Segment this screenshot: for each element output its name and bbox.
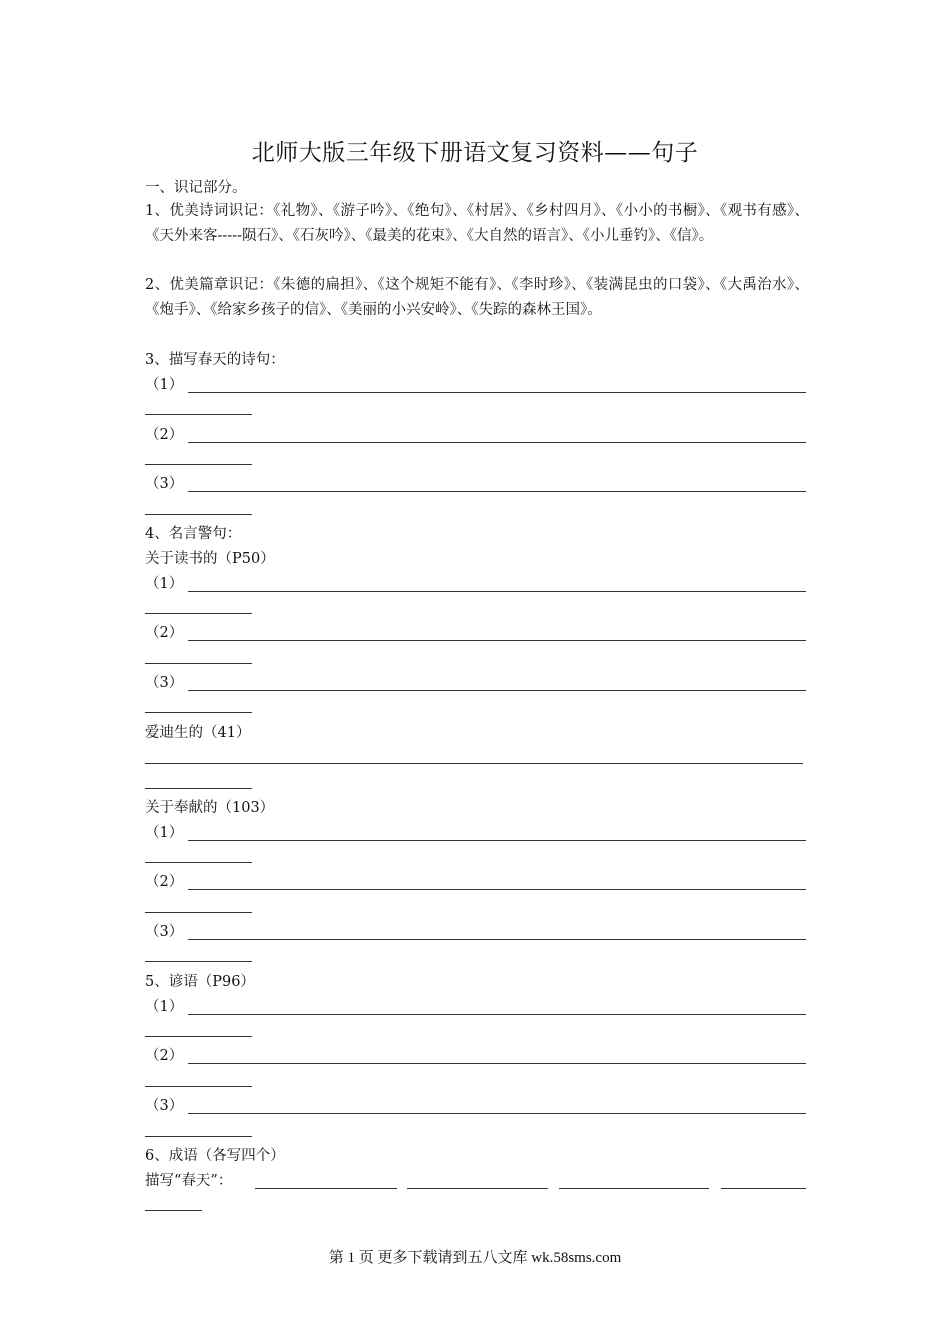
item-number: （1） — [145, 576, 184, 592]
answer-blank-row[interactable] — [145, 474, 806, 494]
answer-blank-row[interactable] — [145, 997, 806, 1017]
answer-line-continuation — [145, 464, 252, 465]
answer-line — [188, 889, 806, 890]
section-heading: 一、识记部分。 — [145, 180, 247, 196]
answer-line-continuation — [145, 788, 252, 789]
answer-line-continuation — [145, 514, 252, 515]
item-number: （3） — [145, 675, 184, 691]
answer-line — [188, 690, 806, 691]
proverbs-heading: 5、谚语（P96） — [145, 974, 255, 990]
item-number: （1） — [145, 999, 184, 1015]
page-title: 北师大版三年级下册语文复习资料——句子 — [251, 140, 699, 166]
answer-line-continuation — [145, 961, 252, 962]
answer-line — [188, 491, 806, 492]
idiom-blank[interactable] — [255, 1188, 397, 1189]
idiom-blank[interactable] — [721, 1188, 806, 1189]
item-number: （1） — [145, 377, 184, 393]
dedication-label: 关于奉献的（103） — [145, 800, 275, 816]
answer-line-continuation — [145, 1136, 252, 1137]
answer-line-continuation — [145, 712, 252, 713]
item-number: （3） — [145, 1098, 184, 1114]
articles-paragraph: 2、优美篇章识记：《朱德的扁担》、《这个规矩不能有》、《李时珍》、《装满昆虫的口袋》、《大禹治水》、《炮手》、《给家乡孩子的信》、《美丽的小兴安岭》、《失踪的森林王国》。 — [145, 277, 809, 318]
item-number: （1） — [145, 825, 184, 841]
answer-blank-row[interactable] — [145, 574, 806, 594]
spring-poems-heading: 3、描写春天的诗句： — [145, 352, 285, 368]
item-number: （2） — [145, 625, 184, 641]
poems-paragraph: 1、优美诗词识记：《礼物》、《游子吟》、《绝句》、《村居》、《乡村四月》、《小小的书橱》、《观书有感》、《天外来客-----陨石》、《石灰吟》、《最美的花束》、《大自然的语言》、《小儿垂钓》、《信》。 — [145, 203, 809, 244]
answer-line-continuation — [145, 414, 252, 415]
answer-line — [188, 392, 806, 393]
answer-blank-row[interactable] — [145, 425, 806, 445]
item-number: （3） — [145, 476, 184, 492]
answer-line-continuation — [145, 1210, 202, 1211]
spring-idioms-row[interactable] — [145, 1171, 806, 1191]
answer-line — [188, 840, 806, 841]
page-footer: 第 1 页 更多下载请到五八文库 wk.58sms.com — [328, 1250, 622, 1266]
sayings-heading: 4、名言警句： — [145, 526, 242, 542]
answer-line — [188, 939, 806, 940]
item-number: （3） — [145, 924, 184, 940]
answer-line — [188, 640, 806, 641]
idiom-blank[interactable] — [407, 1188, 548, 1189]
answer-blank-row[interactable] — [145, 1096, 806, 1116]
item-number: （2） — [145, 427, 184, 443]
answer-blank-row[interactable] — [145, 673, 806, 693]
idiom-blank[interactable] — [559, 1188, 709, 1189]
edison-label: 爱迪生的（41） — [145, 725, 251, 741]
answer-line-continuation — [145, 862, 252, 863]
answer-blank-row[interactable] — [145, 872, 806, 892]
answer-line — [188, 1113, 806, 1114]
item-number: （2） — [145, 874, 184, 890]
answer-line — [188, 591, 806, 592]
answer-line — [188, 1063, 806, 1064]
answer-blank-row[interactable] — [145, 375, 806, 395]
answer-line — [188, 442, 806, 443]
answer-line-continuation — [145, 663, 252, 664]
reading-sayings-label: 关于读书的（P50） — [145, 551, 275, 567]
answer-line[interactable] — [145, 763, 803, 764]
answer-blank-row[interactable] — [145, 922, 806, 942]
idioms-heading: 6、成语（各写四个） — [145, 1148, 285, 1164]
item-number: （2） — [145, 1048, 184, 1064]
answer-blank-row[interactable] — [145, 1046, 806, 1066]
spring-idioms-label: 描写“春天”： — [145, 1173, 233, 1189]
answer-blank-row[interactable] — [145, 623, 806, 643]
answer-blank-row[interactable] — [145, 823, 806, 843]
answer-line-continuation — [145, 1036, 252, 1037]
answer-line-continuation — [145, 912, 252, 913]
answer-line-continuation — [145, 613, 252, 614]
answer-line — [188, 1014, 806, 1015]
answer-line-continuation — [145, 1086, 252, 1087]
